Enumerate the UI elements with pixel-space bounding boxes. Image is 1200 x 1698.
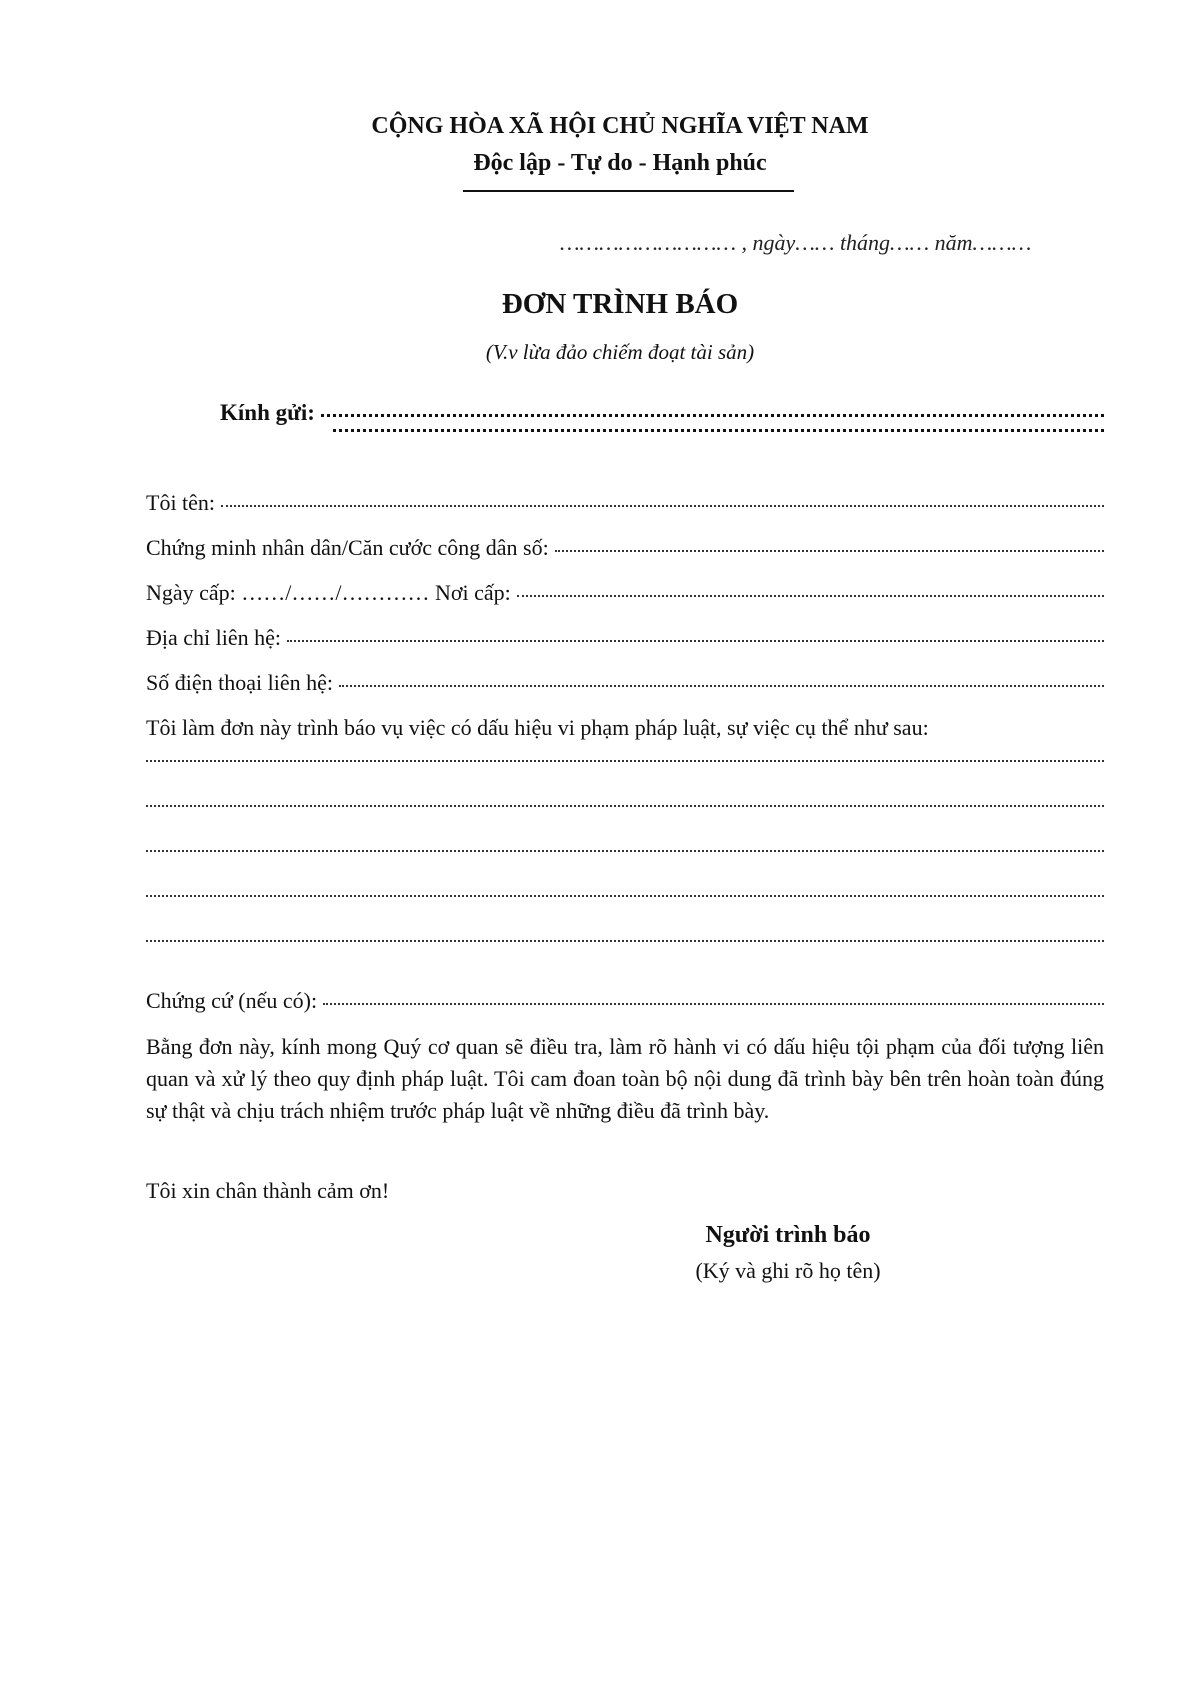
report-field[interactable] <box>146 895 1104 897</box>
id-number-label: Chứng minh nhân dân/Căn cước công dân số: <box>146 535 549 560</box>
report-line-1 <box>146 763 1104 793</box>
report-field[interactable] <box>146 805 1104 807</box>
report-field[interactable] <box>146 850 1104 852</box>
national-heading: CỘNG HÒA XÃ HỘI CHỦ NGHĨA VIỆT NAM <box>371 113 869 139</box>
report-field[interactable] <box>146 940 1104 942</box>
motto-underline <box>463 190 794 192</box>
report-field[interactable] <box>146 760 1104 762</box>
evidence-label: Chứng cứ (nếu có): <box>146 988 318 1013</box>
report-line-5 <box>146 943 1104 973</box>
thanks-line: Tôi xin chân thành cảm ơn! <box>146 1178 390 1203</box>
signer-note: (Ký và ghi rõ họ tên) <box>695 1258 881 1283</box>
address-row <box>146 625 1104 655</box>
name-row <box>146 490 1104 520</box>
evidence-field[interactable] <box>323 1003 1104 1005</box>
issue-row <box>146 580 1104 610</box>
recipient-row-continued <box>333 432 1104 462</box>
address-field[interactable] <box>287 640 1104 642</box>
evidence-row <box>146 988 1104 1018</box>
report-intro-text: Tôi làm đơn này trình báo vụ việc có dấu hiệu vi phạm pháp luật, sự việc cụ thể như sau: <box>146 715 929 740</box>
national-motto: Độc lập - Tự do - Hạnh phúc <box>473 150 767 176</box>
name-label: Tôi tên: <box>146 490 216 515</box>
id-number-row <box>146 535 1104 565</box>
signer-title: Người trình báo <box>705 1222 871 1248</box>
recipient-label: Kính gửi: <box>220 400 315 425</box>
report-line-3 <box>146 853 1104 883</box>
form-title: ĐƠN TRÌNH BÁO <box>501 288 739 320</box>
report-intro-row <box>146 715 1104 745</box>
id-number-field[interactable] <box>555 550 1104 552</box>
recipient-field[interactable] <box>321 414 1104 417</box>
phone-label: Số điện thoại liên hệ: <box>146 670 333 695</box>
address-label: Địa chỉ liên hệ: <box>146 625 282 650</box>
request-paragraph: Bằng đơn này, kính mong Quý cơ quan sẽ điều tra, làm rõ hành vi có dấu hiệu tội phạm của đối tượng liên quan và xử lý theo quy định pháp luật. Tôi cam đoan toàn bộ nội dung đã trình bày bên trên hoàn toàn đúng sự thật và chịu trách nhiệm trước pháp luật về những điều đã trình bày. <box>146 1034 1104 1123</box>
report-line-4 <box>146 898 1104 928</box>
report-line-2 <box>146 808 1104 838</box>
phone-field[interactable] <box>339 685 1104 687</box>
name-field[interactable] <box>221 505 1104 507</box>
form-subtitle: (V.v lừa đảo chiếm đoạt tài sản) <box>485 340 755 364</box>
issue-place-field[interactable] <box>517 595 1104 597</box>
issue-date-label: Ngày cấp: ……/……/………… Nơi cấp: <box>146 580 511 605</box>
phone-row <box>146 670 1104 700</box>
place-date-line: ……………………… , ngày…… tháng…… năm……… <box>560 230 1032 255</box>
recipient-field-continued[interactable] <box>333 429 1104 432</box>
recipient-row <box>220 400 1104 430</box>
